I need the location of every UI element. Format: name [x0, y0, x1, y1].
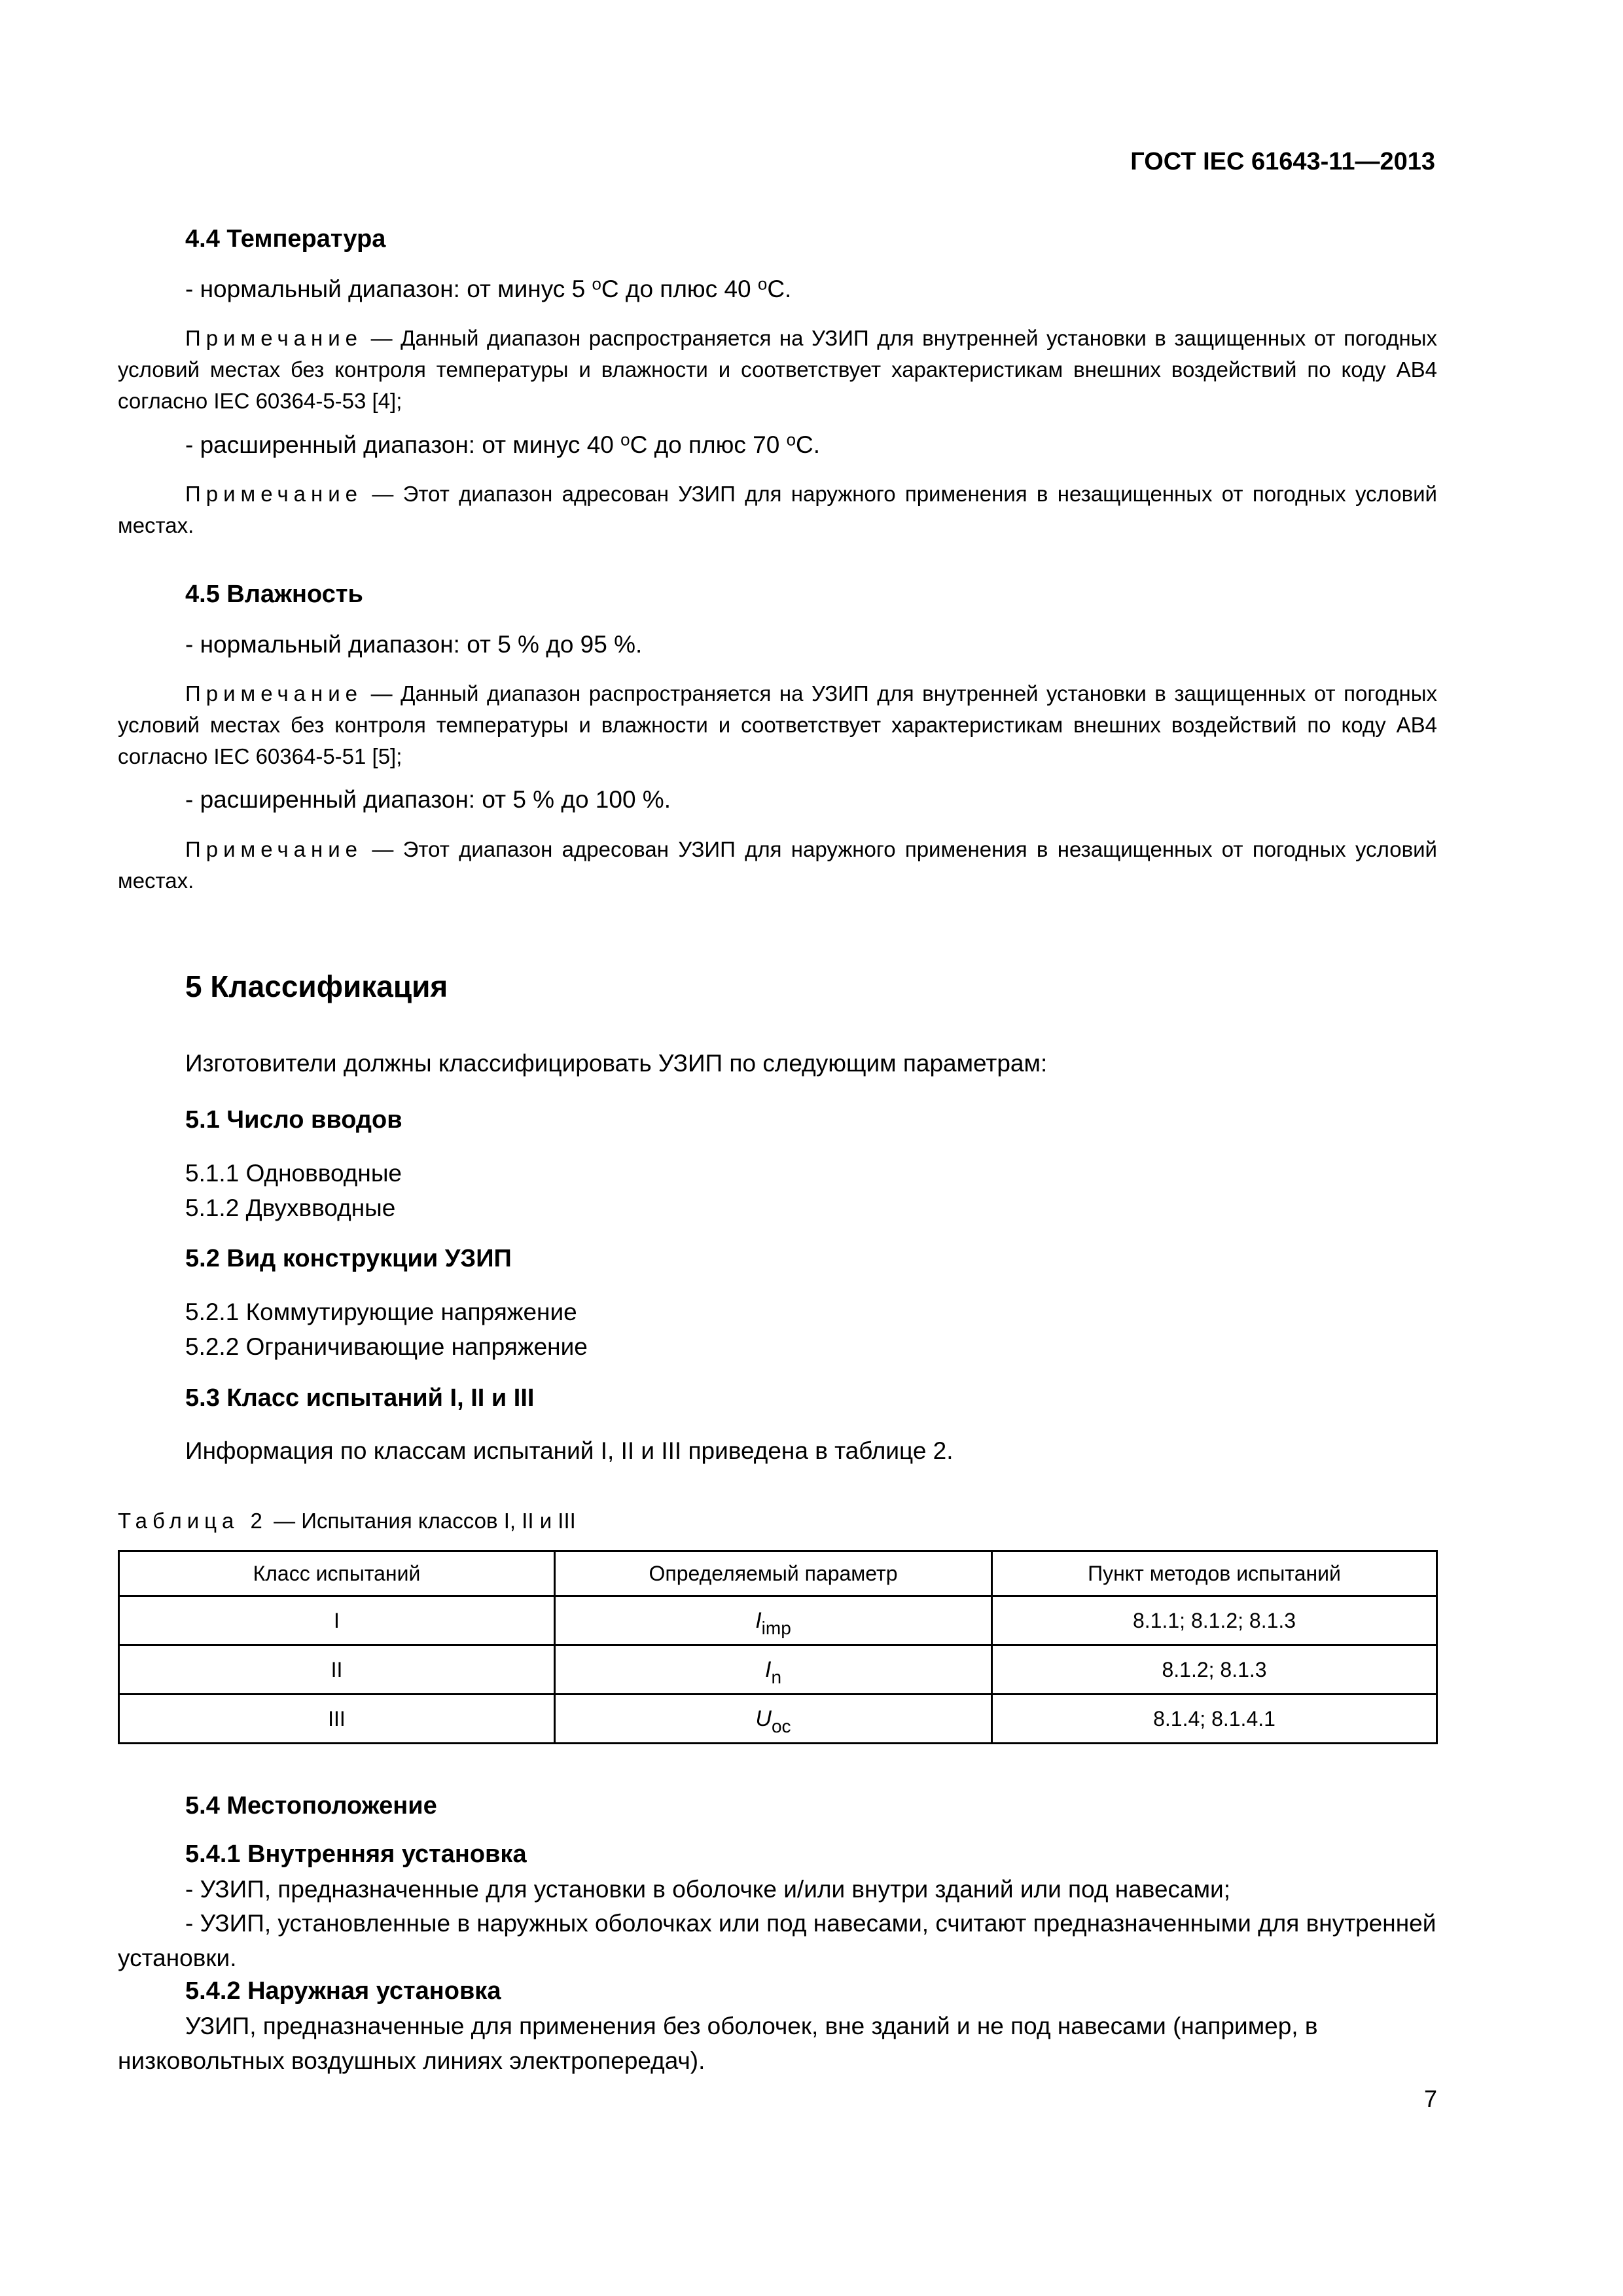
parameter-cell: In	[554, 1645, 991, 1695]
table-2	[118, 1550, 1438, 1744]
item-5-2-2: 5.2.2 Ограничивающие напряжение	[185, 1333, 588, 1360]
humidity-normal-range: - нормальный диапазон: от 5 % до 95 %.	[185, 631, 643, 658]
section-5-3-text: Информация по классам испытаний I, II и III приведена в таблице 2.	[185, 1437, 954, 1464]
section-5-4-2-title: 5.4.2 Наружная установка	[185, 1977, 501, 2005]
temperature-note-1: Примечание — Данный диапазон распространяется на УЗИП для внутренней установки в защищенных от погодных условий местах без контроля температуры и влажности и соответствует характеристикам внешних воздействий по коду АВ4 согласно IEC 60364-5-53 [4];	[118, 326, 1437, 413]
section-5-2-title: 5.2 Вид конструкции УЗИП	[185, 1245, 512, 1272]
humidity-note-1: Примечание — Данный диапазон распространяется на УЗИП для внутренней установки в защищенных от погодных условий местах без контроля температуры и влажности и соответствует характеристикам внешних воздействий по коду АВ4 согласно IEC 60364-5-51 [5];	[118, 681, 1437, 768]
indoor-item-2: - УЗИП, установленные в наружных оболочках или под навесами, считают предназначенными для внутренней установки.	[118, 1910, 1436, 1971]
section-5-1-title: 5.1 Число вводов	[185, 1106, 402, 1134]
temperature-normal-range: - нормальный диапазон: от минус 5 $^о$С до плюс 40 $^о$С.	[185, 275, 792, 302]
parameter-cell: Uoc	[554, 1695, 991, 1744]
test-class-cell: I	[119, 1596, 555, 1645]
indoor-item-1: - УЗИП, предназначенные для установки в оболочке и/или внутри зданий или под навесами;	[185, 1876, 1230, 1903]
table-header-row	[119, 1551, 1437, 1596]
table-header-cell: Класс испытаний	[119, 1551, 555, 1596]
item-5-1-2: 5.1.2 Двухвводные	[185, 1194, 396, 1221]
temperature-extended-range: - расширенный диапазон: от минус 40 $^о$С до плюс 70 $^о$С.	[185, 431, 821, 458]
humidity-extended-range: - расширенный диапазон: от 5 % до 100 %.	[185, 786, 671, 813]
table-row	[119, 1645, 1437, 1695]
page-number: 7	[1423, 2085, 1437, 2112]
document-header: ГОСТ IEC 61643-11—2013	[1130, 148, 1435, 175]
test-clause-cell: 8.1.4; 8.1.4.1	[992, 1695, 1437, 1744]
outdoor-text: УЗИП, предназначенные для применения без оболочек, вне зданий и не под навесами (например, в низковольтных воздушных линиях электропередач).	[118, 2013, 1318, 2074]
section-5-4-title: 5.4 Местоположение	[185, 1792, 437, 1820]
table-header-cell: Определяемый параметр	[554, 1551, 991, 1596]
section-5-3-title: 5.3 Класс испытаний I, II и III	[185, 1384, 535, 1412]
parameter-cell: Iimp	[554, 1596, 991, 1645]
section-5-title: 5 Классификация	[185, 969, 448, 1003]
section-4-5-title: 4.5 Влажность	[185, 581, 363, 608]
table-header-cell: Пункт методов испытаний	[992, 1551, 1437, 1596]
item-5-2-1: 5.2.1 Коммутирующие напряжение	[185, 1299, 577, 1325]
table-row	[119, 1596, 1437, 1645]
humidity-note-2: Примечание — Этот диапазон адресован УЗИП для наружного применения в незащищенных от погодных условий местах.	[118, 837, 1437, 893]
test-class-cell: II	[119, 1645, 555, 1695]
section-5-4-1-title: 5.4.1 Внутренняя установка	[185, 1840, 527, 1868]
section-4-4-title: 4.4 Температура	[185, 225, 386, 253]
item-5-1-1: 5.1.1 Одновводные	[185, 1160, 402, 1187]
test-clause-cell: 8.1.1; 8.1.2; 8.1.3	[992, 1596, 1437, 1645]
table-row	[119, 1695, 1437, 1744]
temperature-note-2: Примечание — Этот диапазон адресован УЗИП для наружного применения в незащищенных от погодных условий местах.	[118, 482, 1437, 537]
section-5-intro: Изготовители должны классифицировать УЗИП по следующим параметрам:	[185, 1050, 1048, 1077]
table-2-caption: Таблица 2 — Испытания классов I, II и III	[118, 1509, 576, 1533]
test-class-cell: III	[119, 1695, 555, 1744]
test-clause-cell: 8.1.2; 8.1.3	[992, 1645, 1437, 1695]
